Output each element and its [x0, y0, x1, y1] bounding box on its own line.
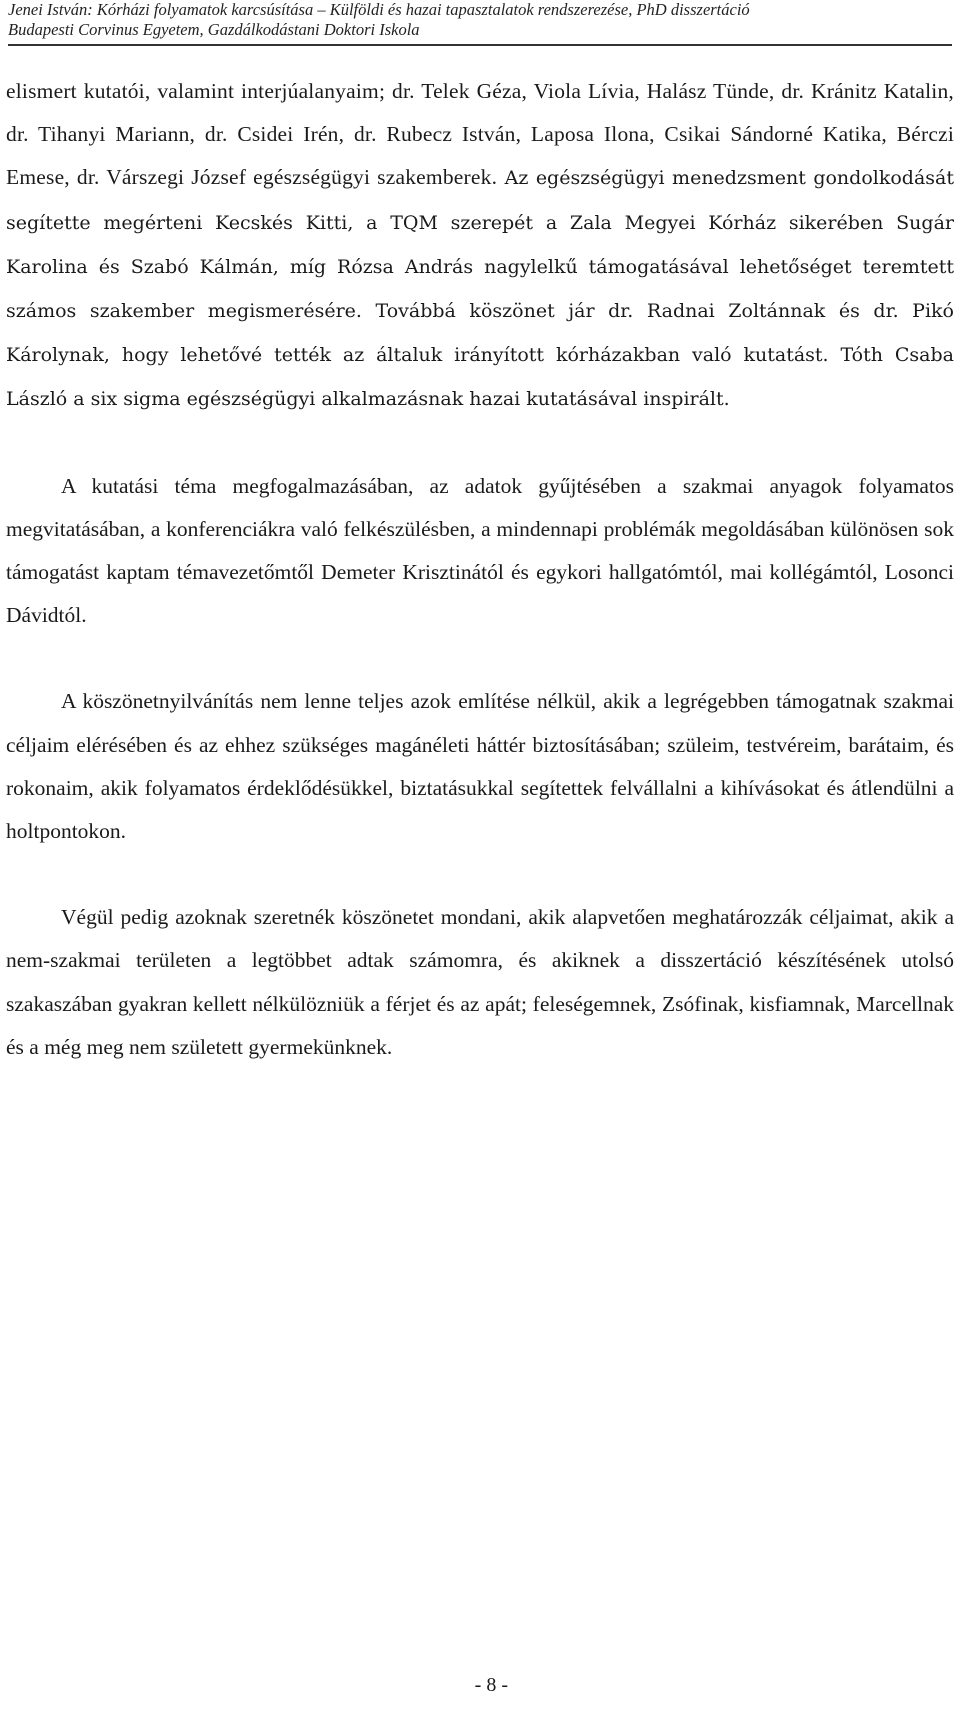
paragraph-acknowledgements-family: A köszönetnyilvánítás nem lenne teljes azok említése nélkül, akik a legrégebben támogatnak szakmai céljaim elérésében és az ehhez szükséges magánéleti háttér biztosításában; szüleim, testvéreim, barátaim, és rokonaim, akik folyamatos érdeklődésükkel, biztatásukkal segítettek felvállalni a kihívásokat és átlendülni a holtpontokon. [6, 689, 954, 844]
paragraph-text-run: Az egészségügyi menedzsment gondolkodását segítette megérteni Kecskés Kitti, a TQM szerepét a Zala Megyei Kórház sikerében Sugár Karolina és Szabó Kálmán, míg Rózsa András nagylelkű támogatásával lehetőséget teremtett számos szakember megismerésére. Továbbá köszönet jár dr. Radnai Zoltánnak és dr. Pikó Károlynak, hogy lehetővé tették az általuk irányított kórházakban való kutatást. Tóth Csaba László a six sigma egészségügyi alkalmazásnak hazai kutatásával inspirált. [6, 167, 954, 411]
paragraph-acknowledgements-wife-children: Végül pedig azoknak szeretnék köszönetet mondani, akik alapvetően meghatározzák céljaimat, akik a nem-szakmai területen a legtöbbet adtak számomra, és akiknek a disszertáció készítésének utolsó szakaszában gyakran kellett nélkülözniük a férjet és az apát; feleségemnek, Zsófinak, kisfiamnak, Marcellnak és a még meg nem született gyermekünknek. [6, 905, 954, 1059]
paragraph-acknowledgements-colleagues [6, 70, 954, 422]
page-number-footer [0, 1673, 960, 1697]
paragraph-acknowledgements-supervisor: A kutatási téma megfogalmazásában, az adatok gyűjtésében a szakmai anyagok folyamatos megvitatásában, a konferenciákra való felkészülésben, a mindennapi problémák megoldásában különösen sok támogatást kaptam témavezetőmtől Demeter Krisztinától és egykori hallgatómtól, mai kollégámtól, Losonci Dávidtól. [6, 473, 954, 628]
paragraph-text-run: elismert kutatói, valamint interjúalanyaim; dr. Telek Géza, Viola Lívia, Halász Tünde, dr. Kránitz Katalin, dr. Tihanyi Mariann, dr. Csidei Irén, dr. Rubecz István, Laposa Ilona, Csikai Sándorné Katika, Bérczi Emese, dr. Várszegi József egészségügyi szakemberek. [6, 79, 954, 190]
page-number: - 8 - [474, 1674, 508, 1696]
paragraph-spacer [6, 853, 954, 896]
running-header [8, 0, 952, 46]
header-title-line: Jenei István: Kórházi folyamatok karcsúsítása – Külföldi és hazai tapasztalatok rendszerezése, PhD disszertáció [8, 0, 750, 19]
header-institution-line: Budapesti Corvinus Egyetem, Gazdálkodástani Doktori Iskola [8, 20, 420, 39]
document-body [6, 70, 954, 1069]
paragraph-spacer [6, 637, 954, 680]
paragraph-spacer [6, 422, 954, 465]
